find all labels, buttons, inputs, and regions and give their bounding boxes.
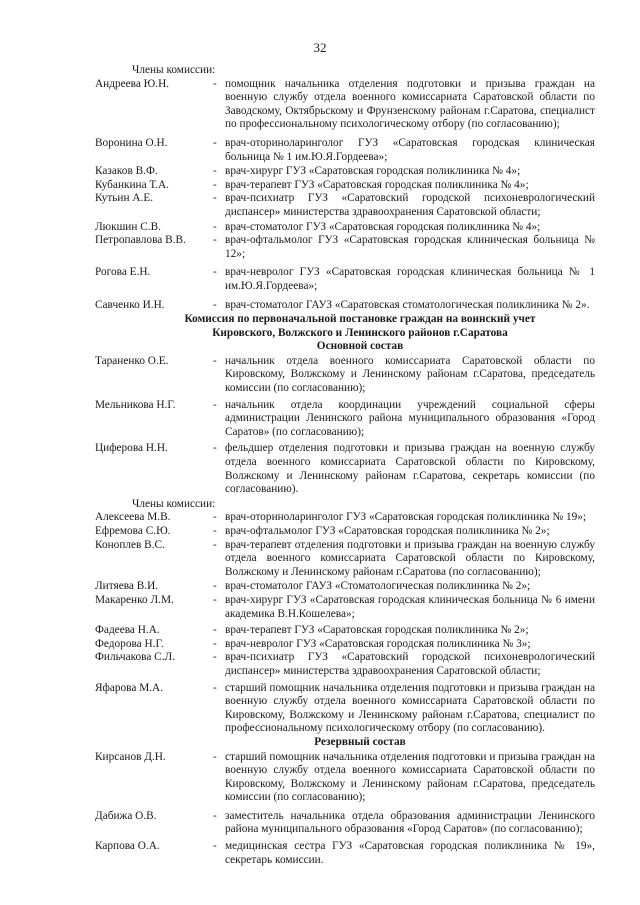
member-dash: - — [213, 624, 217, 637]
member-position: врач-стоматолог ГАУЗ «Саратовская стоматологическая поликлиника № 2». — [225, 298, 590, 311]
member-dash: - — [213, 178, 217, 191]
member-position: старший помощник начальника отделения подготовки и призыва граждан на военную службу отдела военного комиссариата Саратовской области по Кировскому, Волжскому и Ленинскому районам г.Саратова, специалист по профессиональному психологическому отбору (по согласованию). — [225, 681, 595, 735]
member-dash: - — [213, 398, 217, 411]
member-position: врач-невролог ГУЗ «Саратовская городская клиническая больница № 1 им.Ю.Я.Гордеева»; — [225, 266, 595, 292]
member-position: начальник отдела координации учреждений социальной сферы администрации Ленинского района муниципального образования «Город Саратов» (по согласованию); — [225, 398, 595, 438]
member-dash: - — [213, 809, 217, 822]
member-position: врач-хирург ГУЗ «Саратовская городская поликлиника № 4»; — [225, 165, 521, 178]
member-name: Мельникова Н.Г. — [95, 398, 176, 411]
member-row — [95, 234, 595, 261]
member-position: начальник отдела военного комиссариата Саратовской области по Кировскому, Волжскому и Ленинскому районам г.Саратова, председатель комиссии (по согласованию); — [225, 354, 595, 395]
member-row — [95, 539, 595, 580]
member-row — [95, 165, 595, 179]
member-position: врач-стоматолог ГАУЗ «Стоматологическая поликлиника № 2»; — [225, 580, 531, 593]
commission-title: Комиссия по первоначальной постановке граждан на воинский учет — [184, 313, 536, 326]
reserve-member-row — [95, 810, 595, 837]
member-name: Коноплев В.С. — [95, 538, 165, 551]
main-member-row — [95, 442, 595, 496]
member-row — [95, 511, 595, 525]
member-position: врач-офтальмолог ГУЗ «Саратовская городская поликлиника № 2»; — [225, 525, 550, 537]
member-name: Фильчакова С.Л. — [95, 651, 176, 664]
member-name: Люкшин С.В. — [95, 220, 161, 233]
member-dash: - — [213, 442, 217, 455]
member-name: Савченко И.Н. — [95, 298, 165, 311]
member-name: Петропавлова В.В. — [95, 234, 186, 247]
commission-title-districts: Кировского, Волжского и Ленинского районов г.Саратова — [212, 326, 508, 339]
member-row — [95, 525, 595, 539]
member-dash: - — [213, 637, 217, 650]
member-row — [95, 651, 595, 678]
member-name: Федорова Н.Г. — [95, 637, 164, 650]
reserve-member-row — [95, 840, 595, 867]
member-name: Фадеева Н.А. — [95, 624, 160, 637]
member-position: врач-терапевт ГУЗ «Саратовская городская поликлиника № 4»; — [225, 178, 529, 191]
member-row — [95, 299, 595, 313]
member-name: Рогова Е.Н. — [95, 266, 151, 279]
member-position: врач-хирург ГУЗ «Саратовская городская клиническая больница № 6 имени академика В.Н.Кошелева»; — [225, 593, 595, 620]
member-position: врач-психиатр ГУЗ «Саратовский городской психоневрологический диспансер» министерства здравоохранения Саратовской области; — [225, 651, 595, 677]
member-name: Литяева В.И. — [95, 580, 159, 593]
member-dash: - — [213, 840, 217, 853]
member-row — [95, 594, 595, 621]
member-dash: - — [213, 266, 217, 279]
member-row — [95, 221, 595, 235]
member-dash: - — [213, 593, 217, 606]
member-position: врач-оториноларинголог ГУЗ «Саратовская городская поликлиника № 19»; — [225, 511, 587, 524]
member-dash: - — [213, 511, 217, 524]
page-number: 32 — [313, 40, 327, 55]
member-row — [95, 192, 595, 219]
reserve-member-row — [95, 751, 595, 805]
member-position: врач-психиатр ГУЗ «Саратовский городской психоневрологический диспансер» министерства здравоохранения Саратовской области; — [225, 192, 595, 218]
member-name: Кубанкина Т.А. — [95, 178, 169, 191]
members-label: Члены комиссии: — [132, 64, 216, 76]
member-name: Алексеева М.В. — [95, 511, 171, 524]
member-dash: - — [213, 681, 217, 694]
member-row — [95, 78, 595, 132]
member-row — [95, 638, 595, 652]
member-row — [95, 179, 595, 193]
member-position: фельдшер отделения подготовки и призыва граждан на военную службу отдела военного комиссариата Саратовской области по Кировскому, Волжскому и Ленинскому районам г.Саратова, секретарь комиссии (по согласованию). — [225, 442, 595, 496]
member-dash: - — [213, 234, 217, 247]
member-position: врач-терапевт отделения подготовки и призыва граждан на военную службу отдела военного комиссариата Саратовской области по Кировскому, Волжскому и Ленинскому районам г.Саратова (по согласованию); — [225, 538, 595, 578]
main-member-row — [95, 399, 595, 440]
member-dash: - — [213, 136, 217, 149]
member-name: Карпова О.А. — [95, 840, 160, 853]
member-dash: - — [213, 354, 217, 367]
member-dash: - — [213, 750, 217, 763]
member-name: Кутьин А.Е. — [95, 192, 154, 205]
member-dash: - — [213, 192, 217, 205]
document-body — [95, 64, 595, 867]
member-name: Казаков В.Ф. — [95, 165, 158, 178]
member-dash: - — [213, 165, 217, 178]
member-dash: - — [213, 538, 217, 551]
member-name: Воронина О.Н. — [95, 136, 168, 149]
member-row — [95, 137, 595, 164]
member-dash: - — [213, 77, 217, 90]
member-name: Андреева Ю.Н. — [95, 77, 170, 90]
member-dash: - — [213, 651, 217, 664]
member-position: медицинская сестра ГУЗ «Саратовская городская поликлиника № 19», секретарь комиссии. — [225, 840, 595, 866]
member-position: врач-терапевт ГУЗ «Саратовская городская поликлиника № 2»; — [225, 624, 529, 637]
member-dash: - — [213, 525, 217, 537]
member-name: Кирсанов Д.Н. — [95, 750, 166, 763]
member-name: Циферова Н.Н. — [95, 442, 168, 455]
member-row — [95, 682, 595, 736]
member-name: Тараненко О.Е. — [95, 354, 169, 367]
member-name: Дабижа О.В. — [95, 809, 157, 822]
member-row — [95, 624, 595, 638]
member-name: Макаренко Л.М. — [95, 593, 174, 606]
members-label: Члены комиссии: — [132, 497, 216, 510]
member-name: Яфарова М.А. — [95, 681, 164, 694]
member-position: помощник начальника отделения подготовки и призыва граждан на военную службу отдела военного комиссариата Саратовской области по Заводскому, Октябрьскому и Фрунзенскому районам г.Саратова, специалист по профессиональному психологическому отбору (по согласованию); — [225, 77, 595, 131]
member-position: врач-стоматолог ГУЗ «Саратовская городская поликлиника № 4»; — [225, 220, 541, 233]
member-name: Ефремова С.Ю. — [95, 525, 171, 537]
reserve-composition-heading: Резервный состав — [314, 735, 406, 748]
member-position: врач-офтальмолог ГУЗ «Саратовская городская клиническая больница № 12»; — [225, 234, 595, 260]
member-position: старший помощник начальника отделения подготовки и призыва граждан на военную службу отдела военного комиссариата Саратовской области по Кировскому, Волжскому и Ленинскому районам г.Саратова, председатель комиссии (по согласованию); — [225, 750, 595, 804]
member-row — [95, 580, 595, 594]
member-dash: - — [213, 298, 217, 311]
member-dash: - — [213, 220, 217, 233]
member-position: заместитель начальника отдела образования администрации Ленинского района муниципального образования «Город Саратов» (по согласованию); — [225, 809, 595, 836]
member-dash: - — [213, 580, 217, 593]
member-position: врач-невролог ГУЗ «Саратовская городская поликлиника № 3»; — [225, 637, 531, 650]
main-composition-heading: Основной состав — [316, 340, 404, 353]
main-member-row — [95, 355, 595, 396]
member-row — [95, 266, 595, 293]
member-position: врач-оториноларинголог ГУЗ «Саратовская городская клиническая больница № 1 им.Ю.Я.Гордеева»; — [225, 136, 595, 163]
